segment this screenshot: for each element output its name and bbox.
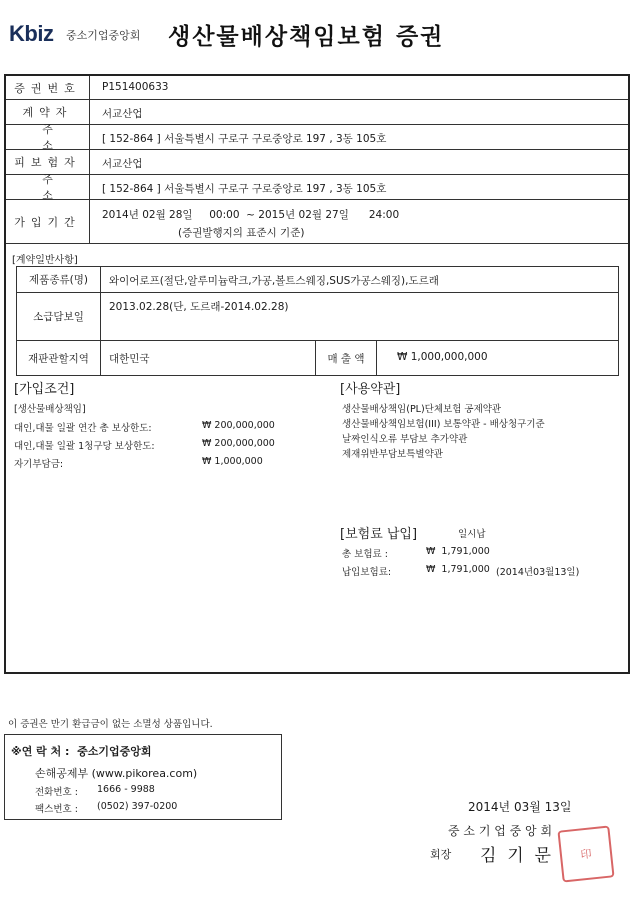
period-label: 가입기간 bbox=[6, 200, 90, 243]
premium-paid-value: ₩ 1,791,000 bbox=[426, 564, 490, 575]
insurance-period: 2014년 02월 28일 00:00 ~ 2015년 02월 27일 24:00 bbox=[102, 209, 400, 221]
jurisdiction-value: 대한민국 bbox=[109, 353, 150, 365]
policy-frame bbox=[4, 74, 630, 674]
contact-title: ※연 락 처 : 중소기업중앙회 bbox=[11, 745, 152, 758]
product-value: 와이어로프(절단,알루미늄락크,가공,볼트스웨징,SUS가공스웨징),도르래 bbox=[109, 275, 439, 287]
insured-address: [ 152-864 ] 서울특별시 구로구 구로중앙로 197 , 3동 105호 bbox=[102, 183, 387, 195]
fax-label: 팩스번호 : bbox=[35, 804, 78, 815]
row-jurisdiction bbox=[17, 341, 618, 375]
row-address bbox=[6, 125, 628, 150]
kbiz-logo: Kbiz bbox=[9, 21, 54, 46]
insured-name: 서교산업 bbox=[102, 158, 143, 170]
official-seal: 印 bbox=[557, 825, 614, 882]
row-policy-number bbox=[6, 76, 628, 100]
contact-dept: 손해공제부 (www.pikorea.com) bbox=[35, 767, 198, 780]
retro-label: 소급담보일 bbox=[17, 293, 101, 340]
policy-number-label: 증권번호 bbox=[6, 76, 90, 99]
fax-number: (0502) 397-0200 bbox=[97, 801, 178, 812]
term-item: 제재위반부담보특별약관 bbox=[342, 449, 443, 460]
phone-label: 전화번호 : bbox=[35, 787, 78, 798]
phone-number: 1666 - 9988 bbox=[97, 784, 155, 795]
general-box bbox=[16, 266, 619, 376]
premium-mode: 일시납 bbox=[458, 529, 486, 540]
premium-title: [보험료 납입] bbox=[340, 527, 418, 542]
address-label: 주소 bbox=[6, 125, 90, 149]
term-item: 생산물배상책임(PL)단체보험 공제약관 bbox=[342, 404, 502, 415]
row-product bbox=[17, 267, 618, 293]
premium-paid-date: (2014년03월13일) bbox=[496, 567, 580, 578]
conditions-title: [가입조건] bbox=[14, 382, 75, 397]
term-item: 생산물배상책임보험(III) 보통약관 - 배상청구기준 bbox=[342, 419, 545, 430]
general-section-title: [계약일반사항] bbox=[12, 255, 78, 266]
terms-title: [사용약관] bbox=[340, 382, 401, 397]
row-retro bbox=[17, 293, 618, 341]
premium-total-value: ₩ 1,791,000 bbox=[426, 546, 490, 557]
org-name: 중소기업중앙회 bbox=[66, 29, 141, 42]
contractor-name: 서교산업 bbox=[102, 108, 143, 120]
chair-name: 김 기 문 bbox=[480, 846, 551, 866]
condition-annual-limit-value: ₩ 200,000,000 bbox=[202, 420, 275, 431]
product-label: 제품종류(명) bbox=[17, 267, 101, 292]
condition-deductible-label: 자기부담금: bbox=[14, 459, 64, 470]
page-title: 생산물배상책임보험 증권 bbox=[168, 24, 445, 50]
row-contractor bbox=[6, 100, 628, 125]
issuer-name: 중 소 기 업 중 앙 회 bbox=[448, 824, 553, 838]
sales-label: 매 출 액 bbox=[315, 341, 377, 375]
sales-value: ₩ 1,000,000,000 bbox=[397, 351, 488, 363]
conditions-subtitle: [생산물배상책임] bbox=[14, 404, 86, 415]
term-item: 날짜인식오류 부담보 추가약관 bbox=[342, 434, 468, 445]
condition-annual-limit-label: 대인,대물 일괄 연간 총 보상한도: bbox=[14, 423, 152, 434]
retro-value: 2013.02.28(단, 도르래-2014.02.28) bbox=[109, 301, 289, 313]
contractor-address: [ 152-864 ] 서울특별시 구로구 구로중앙로 197 , 3동 105호 bbox=[102, 133, 387, 145]
contact-box bbox=[4, 734, 282, 820]
row-period bbox=[6, 200, 628, 244]
row-insured-address bbox=[6, 175, 628, 200]
row-insured bbox=[6, 150, 628, 175]
premium-total-label: 총 보험료 : bbox=[342, 549, 388, 560]
chair-label: 회장 bbox=[430, 848, 452, 861]
period-note: (증권발행지의 표준시 기준) bbox=[178, 227, 305, 239]
contractor-label: 계약자 bbox=[6, 100, 90, 124]
premium-paid-label: 납입보험료: bbox=[342, 567, 392, 578]
insured-label: 피보험자 bbox=[6, 150, 90, 174]
condition-claim-limit-value: ₩ 200,000,000 bbox=[202, 438, 275, 449]
issue-date: 2014년 03월 13일 bbox=[468, 800, 572, 814]
jurisdiction-label: 재판관할지역 bbox=[17, 341, 101, 375]
condition-deductible-value: ₩ 1,000,000 bbox=[202, 456, 263, 467]
condition-claim-limit-label: 대인,대물 일괄 1청구당 보상한도: bbox=[14, 441, 155, 452]
policy-number: P151400633 bbox=[102, 81, 169, 93]
insured-address-label: 주소 bbox=[6, 175, 90, 199]
notice-text: 이 증권은 만기 환급금이 없는 소멸성 상품입니다. bbox=[8, 719, 213, 730]
